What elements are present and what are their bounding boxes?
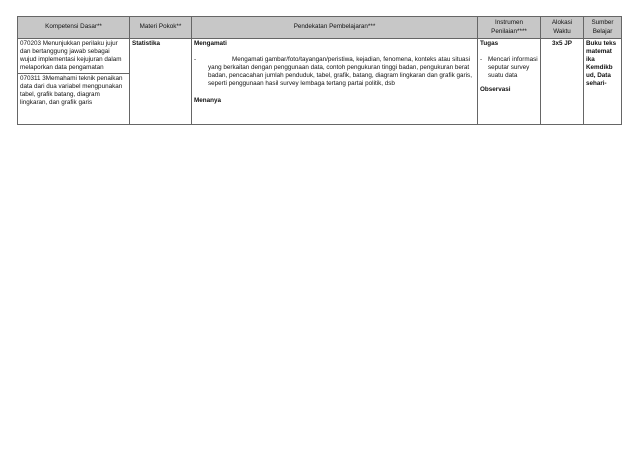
menanya-heading: Menanya — [194, 97, 221, 105]
header-kompetensi: Kompetensi Dasar** — [18, 17, 130, 39]
tugas-text: Mencari informasi seputar survey suatu data — [488, 56, 538, 80]
pendekatan-cell — [192, 39, 478, 125]
materi-pokok: Statistika — [132, 40, 160, 47]
instrumen-cell — [478, 39, 541, 125]
header-materi: Materi Pokok** — [130, 17, 192, 39]
header-pendekatan: Pendekatan Pembelajaran*** — [192, 17, 478, 39]
observasi-heading: Observasi — [480, 86, 511, 94]
table-header-row — [18, 17, 622, 39]
tugas-item — [480, 56, 538, 80]
header-alokasi: Alokasi Waktu — [541, 17, 584, 39]
alokasi-cell — [541, 39, 584, 125]
kompetensi-cell — [18, 39, 130, 125]
tugas-heading: Tugas — [480, 40, 499, 47]
header-sumber: Sumber Belajar — [584, 17, 622, 39]
kompetensi-dasar-1: 070203 Menunjukkan perilaku jujur dan bertanggung jawab sebagai wujud implementasi kejujuran dalam melaporkan data pengamatan — [20, 40, 122, 72]
table-row — [18, 39, 622, 125]
mengamati-text: Mengamati gambar/foto/tayangan/peristiwa, kejadian, fenomena, konteks atau situasi yang berkaitan dengan penggunaan data, contoh pengukuran tinggi badan, pengukuran berat badan, pencacahan jumlah penduduk, tabel, grafik, batang, diagram lingkaran dan grafik garis, seperti penggunaan hasil survey lembaga tertang partai politik, dsb — [208, 56, 472, 88]
mengamati-dash: - — [194, 56, 197, 64]
mengamati-heading: Mengamati — [194, 40, 227, 47]
sumber-cell — [584, 39, 622, 125]
header-instrumen: Instrumen Penilaian**** — [478, 17, 541, 39]
alokasi-waktu: 3x5 JP — [552, 40, 572, 47]
mengamati-item — [194, 56, 475, 88]
materi-cell — [130, 39, 192, 125]
kompetensi-dasar-2: 070311 3Memahami teknik penaikan data dari dua variabel mengpunakan tabel, grafik batang, diagram lingkaran, dan grafik garis — [18, 73, 129, 108]
sumber-belajar: Buku teks matemat ika Kemdikb ud, Data sehari- — [586, 40, 617, 88]
lesson-plan-table — [17, 16, 622, 125]
tugas-dash: - — [480, 56, 483, 64]
